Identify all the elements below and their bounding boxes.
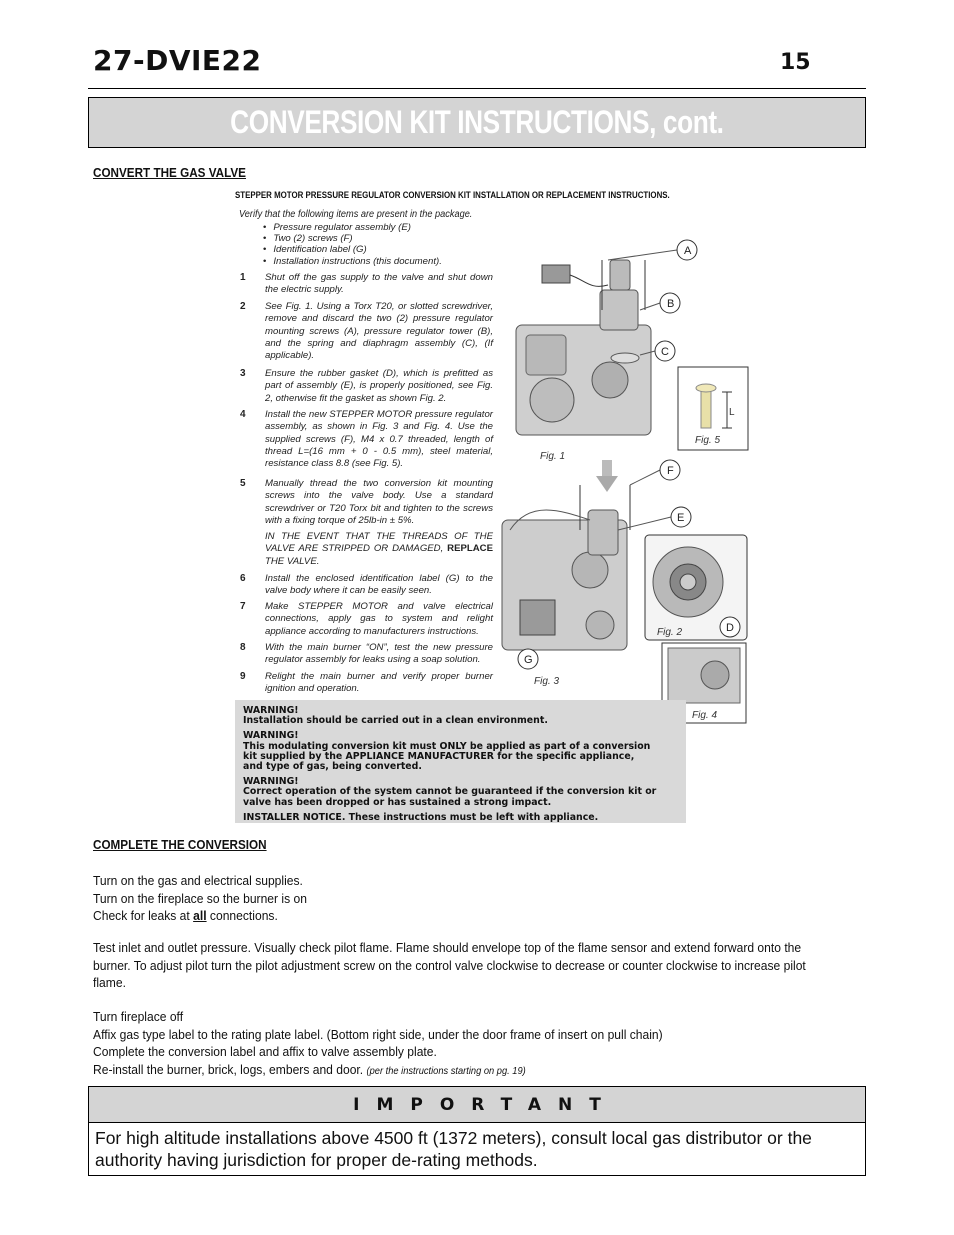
- important-heading: IMPORTANT: [88, 1086, 866, 1123]
- step-text: Manually thread the two conversion kit mounting screws into the valve body. Use a standard screwdriver or T20 Torx bit and tighten to the screws with a fixing torque of 25lb-in ± 5%.: [265, 478, 493, 526]
- fig-4-label: Fig. 4: [692, 710, 718, 721]
- fig-1-valve-drawing: [516, 260, 651, 435]
- page-title: CONVERSION KIT INSTRUCTIONS, cont.: [230, 104, 724, 140]
- note-text: IN THE EVENT THAT THE THREADS OF THE VALVE ARE STRIPPED OR DAMAGED,: [265, 531, 493, 555]
- step-number: 5: [240, 478, 246, 489]
- warning-text: This modulating conversion kit must ONLY be applied as part of a conversion: [243, 740, 651, 752]
- step-6: [235, 573, 493, 598]
- text-line: Turn on the gas and electrical supplies.: [93, 873, 303, 888]
- text-line: Affix gas type label to the rating plate label. (Bottom right side, under the door frame of insert on pull chain): [93, 1026, 663, 1042]
- step-text: With the main burner “ON”, test the new pressure regulator assembly for leaks using a soap solution.: [265, 642, 493, 666]
- step-1: [235, 272, 493, 297]
- step-text: See Fig. 1. Using a Torx T20, or slotted screwdriver, remove and discard the two (2) pressure regulator mounting screws (A), pressure regulator tower (B), and the spring and diaphragm assembly (C), (If applicable).: [265, 301, 493, 362]
- installer-notice: INSTALLER NOTICE. These instructions must be left with appliance.: [243, 811, 599, 823]
- kit-instructions-sheet: [235, 190, 685, 695]
- step-3: [235, 368, 493, 405]
- valve-illustrations: [490, 230, 760, 730]
- warning-box: [235, 700, 686, 823]
- step-7: [235, 601, 493, 638]
- text-line: [93, 907, 809, 925]
- section-heading-complete-conversion: COMPLETE THE CONVERSION: [93, 837, 267, 852]
- step-text: Shut off the gas supply to the valve and shut down the electric supply.: [265, 272, 493, 296]
- text-fragment: Check for leaks at: [93, 908, 194, 924]
- warning-text: and type of gas, being converted.: [243, 761, 422, 773]
- step-5-note: [265, 531, 493, 568]
- package-item: • Identification label (G): [263, 244, 442, 255]
- fig-2-label: Fig. 2: [657, 627, 683, 638]
- step-number: 3: [240, 368, 246, 379]
- note-text: THE VALVE.: [265, 555, 320, 567]
- step-4: [235, 409, 493, 470]
- fig-3-label: Fig. 3: [534, 676, 560, 687]
- step-text: Relight the main burner and verify proper burner ignition and operation.: [265, 671, 493, 695]
- verify-text: Verify that the following items are present in the package.: [239, 209, 473, 220]
- fig-3-valve-drawing: [502, 485, 630, 650]
- step-number: 6: [240, 573, 246, 584]
- step-text: Make STEPPER MOTOR and valve electrical connections, apply gas to system and relight appliance according to manufacturers instructions.: [265, 601, 493, 637]
- page-number: 15: [780, 50, 811, 75]
- callout-B: B: [667, 298, 675, 310]
- package-item: • Installation instructions (this document).: [263, 256, 442, 267]
- emphasis-all: all: [193, 908, 207, 924]
- text-line: Turn fireplace off: [93, 1009, 184, 1024]
- conversion-steps-block-1: [93, 872, 809, 925]
- page-title-banner: [88, 97, 866, 148]
- warning-title: WARNING!: [243, 730, 299, 742]
- down-arrow: [596, 460, 618, 492]
- step-number: 9: [240, 671, 246, 682]
- step-8: [235, 642, 493, 667]
- text-line: [93, 1061, 809, 1081]
- callout-A: A: [684, 245, 692, 257]
- note-bold: REPLACE: [447, 543, 493, 555]
- callout-C: C: [661, 346, 669, 358]
- warning-title: WARNING!: [243, 705, 299, 716]
- step-text: Ensure the rubber gasket (D), which is prefitted as part of assembly (E), is properly positioned, see Fig. 2, otherwise fit the gasket as shown Fig. 2.: [265, 368, 493, 404]
- page-reference-note: (per the instructions starting on pg. 19): [366, 1065, 526, 1077]
- callout-D: D: [726, 622, 734, 634]
- step-number: 2: [240, 301, 246, 312]
- step-number: 4: [240, 409, 246, 420]
- warning-text: valve has been dropped or has sustained a strong impact.: [243, 796, 552, 808]
- step-number: 8: [240, 642, 246, 653]
- package-items-list: [263, 222, 442, 267]
- package-item: • Two (2) screws (F): [263, 233, 442, 244]
- important-text: For high altitude installations above 4500 ft (1372 meters), consult local gas distributor or the authority having jurisdiction for proper de-rating methods.: [88, 1122, 866, 1176]
- step-text: Install the enclosed identification label (G) to the valve body where it can be easily seen.: [265, 573, 493, 597]
- warning-text: Correct operation of the system cannot be guaranteed if the conversion kit or: [243, 786, 657, 798]
- step-text: Install the new STEPPER MOTOR pressure regulator assembly, as shown in Fig. 3 and Fig. 4. Use the supplied screws (F), M4 x 0.7 threaded, length of thread L=(16 mm + 0 - 0.5 mm), steel material, resistance class 8.8 (see Fig. 5).: [265, 409, 493, 470]
- step-9: [235, 671, 493, 696]
- step-5: [235, 478, 493, 568]
- callout-F: F: [667, 465, 674, 477]
- conversion-steps-block-2: [93, 1008, 809, 1080]
- callout-E: E: [677, 512, 685, 524]
- callout-L: L: [729, 407, 735, 418]
- warning-title: WARNING!: [243, 776, 299, 788]
- callout-G: G: [524, 654, 533, 666]
- step-number: 1: [240, 272, 246, 283]
- pilot-adjust-paragraph: Test inlet and outlet pressure. Visually check pilot flame. Flame should envelope top of the flame sensor and extend forward onto the burner. To adjust pilot turn the pilot adjustment screw on the control valve clockwise to decrease or counter clockwise to increase pilot flame.: [93, 940, 806, 991]
- text-line: Complete the conversion label and affix to valve assembly plate.: [93, 1044, 437, 1060]
- package-item: • Pressure regulator assembly (E): [263, 222, 442, 233]
- section-heading-convert-gas-valve: CONVERT THE GAS VALVE: [93, 165, 246, 180]
- text-fragment: connections.: [206, 908, 278, 924]
- warning-text: kit supplied by the APPLIANCE MANUFACTURER for the specific appliance,: [243, 750, 635, 762]
- text-line: Turn on the fireplace so the burner is on: [93, 890, 307, 906]
- warning-text: Installation should be carried out in a clean environment.: [243, 715, 548, 727]
- fig-1-label: Fig. 1: [540, 451, 566, 462]
- step-2: [235, 301, 493, 362]
- step-number: 7: [240, 601, 246, 612]
- fig-5-label: Fig. 5: [695, 435, 721, 446]
- header-rule: [88, 88, 866, 89]
- text-fragment: Re-install the burner, brick, logs, embers and door.: [93, 1061, 367, 1077]
- document-model-number: 27-DVIE22: [93, 44, 262, 77]
- instructions-title: STEPPER MOTOR PRESSURE REGULATOR CONVERSION KIT INSTALLATION OR REPLACEMENT INSTRUCTIONS.: [235, 190, 670, 200]
